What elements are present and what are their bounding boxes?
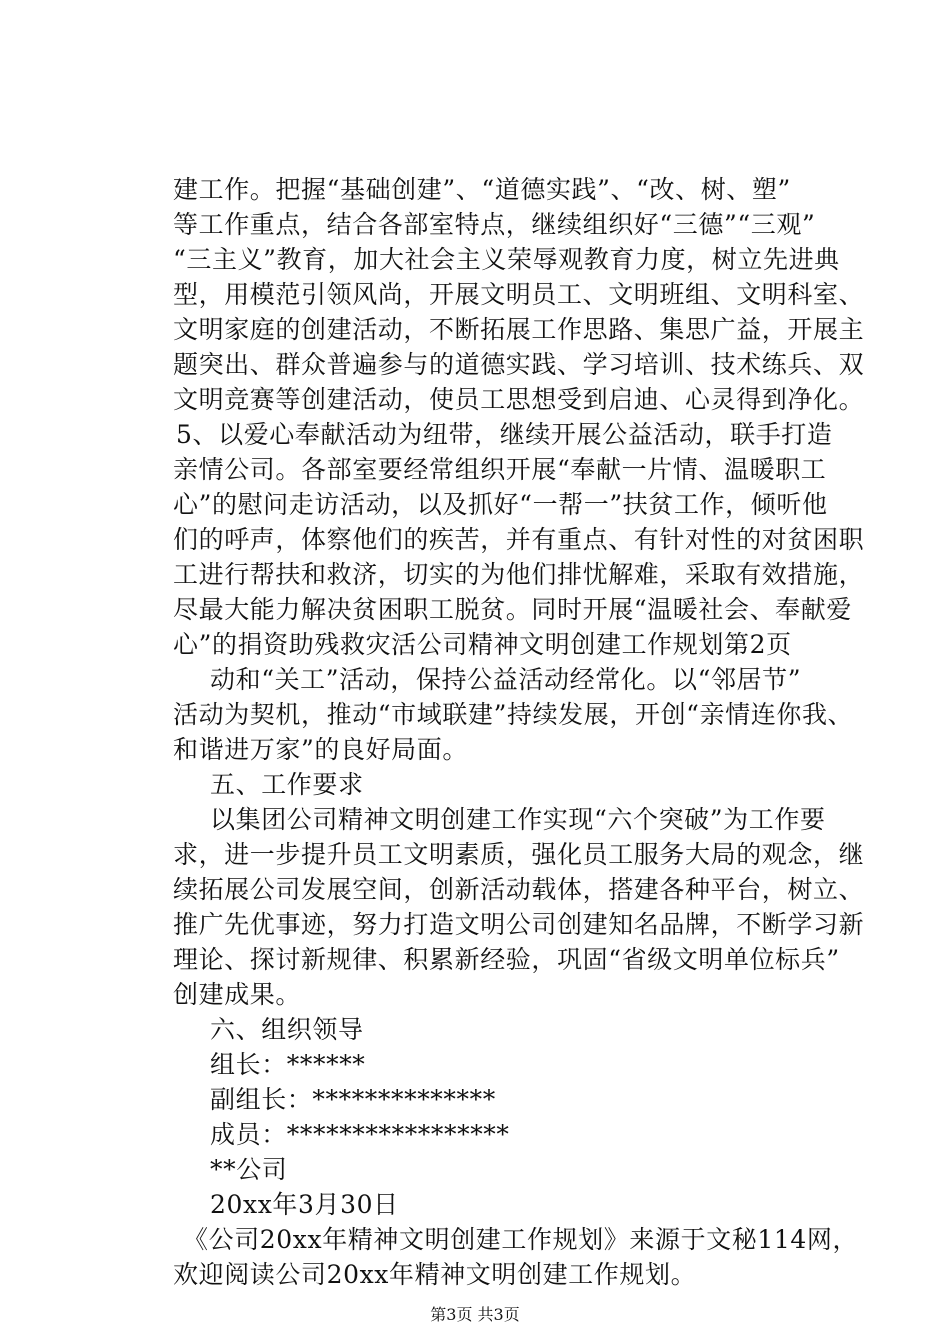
- body-text-line: 理论、探讨新规律、积累新经验，巩固“省级文明单位标兵”: [173, 945, 840, 974]
- body-text-line: 文明家庭的创建活动，不断拓展工作思路、集思广益，开展主: [173, 315, 865, 344]
- body-text-line: 推广先优事迹，努力打造文明公司创建知名品牌，不断学习新: [173, 910, 865, 939]
- body-text-line: 文明竞赛等创建活动，使员工思想受到启迪、心灵得到净化。: [173, 385, 865, 414]
- body-text-line: 活动为契机，推动“市域联建”持续发展，开创“亲情连你我、: [173, 700, 854, 729]
- body-text-line: 续拓展公司发展空间，创新活动载体，搭建各种平台，树立、: [173, 875, 865, 904]
- body-text-line: 等工作重点，结合各部室特点，继续组织好“三德”“三观”: [173, 210, 816, 239]
- members-line: 成员：*****************: [210, 1120, 510, 1149]
- body-text-line: 求，进一步提升员工文明素质，强化员工服务大局的观念，继: [173, 840, 865, 869]
- source-note-line: 欢迎阅读公司20xx年精神文明创建工作规划。: [173, 1260, 697, 1289]
- paragraph-start-line: 以集团公司精神文明创建工作实现“六个突破”为工作要: [210, 805, 826, 834]
- company-signature: **公司: [210, 1155, 288, 1184]
- document-date: 20xx年3月30日: [210, 1190, 399, 1219]
- body-text-line: 亲情公司。各部室要经常组织开展“奉献一片情、温暖职工: [173, 455, 827, 484]
- deputy-leader-line: 副组长：**************: [210, 1085, 496, 1114]
- body-text-line: 心”的捐资助残救灾活公司精神文明创建工作规划第2页: [173, 630, 792, 659]
- body-text-line: 工进行帮扶和救济，切实的为他们排忧解难，采取有效措施，: [173, 560, 865, 589]
- page-footer: 第3页 共3页: [430, 1305, 520, 1324]
- body-text-line: 心”的慰问走访活动，以及抓好“一帮一”扶贫工作，倾听他: [173, 490, 828, 519]
- body-text-line: 创建成果。: [173, 980, 302, 1009]
- body-text-line: 们的呼声，体察他们的疾苦，并有重点、有针对性的对贫困职: [173, 525, 865, 554]
- body-text-line: 动和“关工”活动，保持公益活动经常化。以“邻居节”: [210, 665, 802, 694]
- body-text-line: 尽最大能力解决贫困职工脱贫。同时开展“温暖社会、奉献爱: [173, 595, 852, 624]
- body-text-line: “三主义”教育，加大社会主义荣辱观教育力度，树立先进典: [173, 245, 840, 274]
- body-text-line: 和谐进万家”的良好局面。: [173, 735, 468, 764]
- body-text-line: 型，用模范引领风尚，开展文明员工、文明班组、文明科室、: [173, 280, 865, 309]
- body-text-line: 建工作。把握“基础创建”、“道德实践”、“改、树、塑”: [173, 175, 791, 204]
- body-text-line: 题突出、群众普遍参与的道德实践、学习培训、技术练兵、双: [173, 350, 865, 379]
- team-leader-line: 组长：******: [210, 1050, 366, 1079]
- section-heading: 六、组织领导: [210, 1015, 364, 1044]
- section-heading: 五、工作要求: [210, 770, 364, 799]
- source-note-line: 《公司20xx年精神文明创建工作规划》来源于文秘114网，: [183, 1225, 859, 1254]
- paragraph-start-line: 5、以爱心奉献活动为纽带，继续开展公益活动，联手打造: [176, 420, 833, 449]
